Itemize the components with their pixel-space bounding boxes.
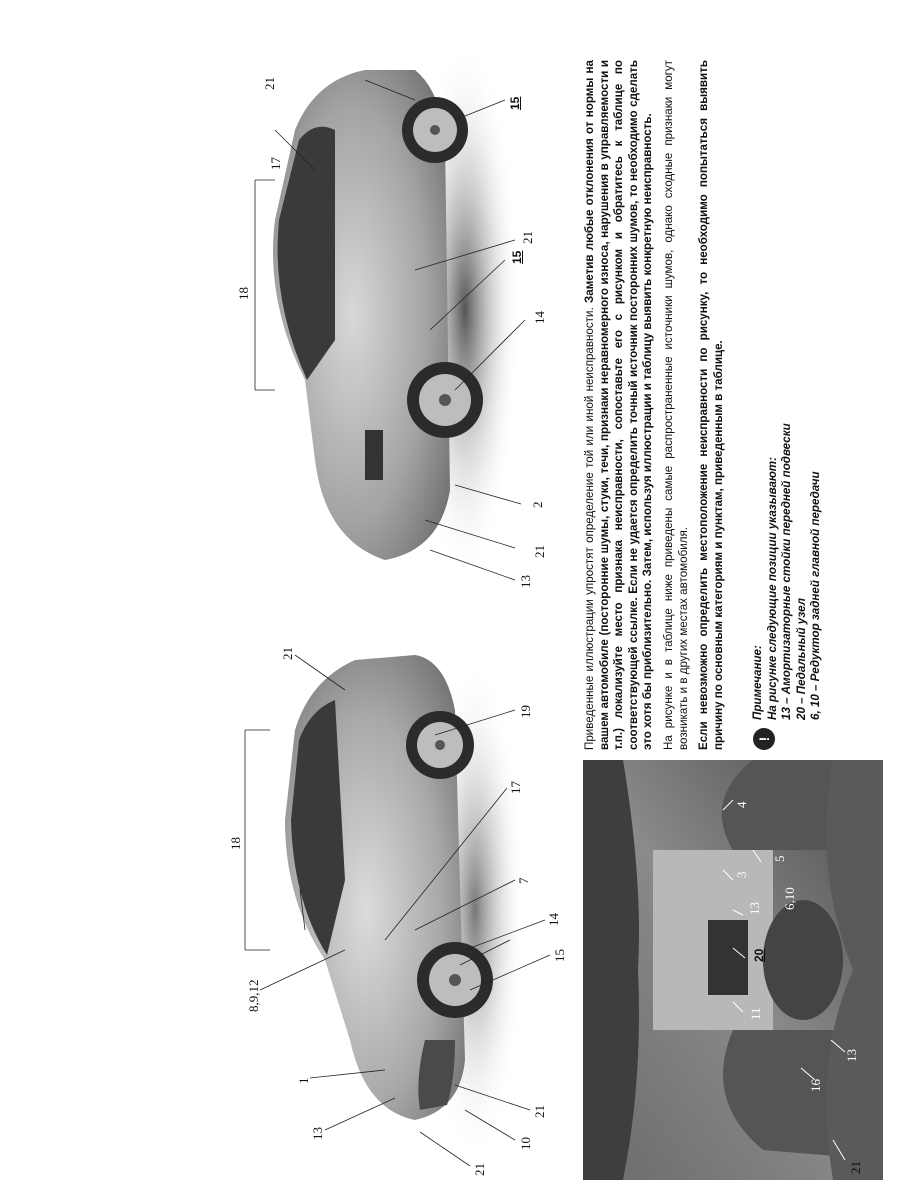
label-front-10: 10 (518, 1137, 533, 1150)
label-interior-11: 11 (748, 1007, 763, 1020)
label-rear-21b: 21 (520, 231, 535, 244)
label-front-15: 15 (552, 949, 567, 962)
label-interior-6-10: 6,10 (782, 887, 797, 910)
label-front-17: 17 (508, 781, 523, 794)
label-front-21a: 21 (472, 1163, 487, 1176)
label-interior-3: 3 (734, 871, 749, 878)
rear-car-illustration (215, 40, 580, 600)
label-front-18: 18 (228, 837, 243, 850)
label-front-8-9-12: 8,9,12 (246, 979, 261, 1012)
paragraph-2-normal: На рисунке и в таблице ниже приведены самые распространенные источники шумов, однако сходные признаки могут возникать и в других местах автомобиля. (661, 60, 690, 750)
note-item-1: 13 – Амортизаторные стойки передней подвески (780, 423, 794, 720)
label-interior-5: 5 (772, 855, 787, 862)
label-rear-14: 14 (532, 311, 547, 324)
text-column (583, 60, 883, 750)
paragraph-1-bold: Заметив любые отклонения от нормы на вашем автомобиле (посторонние шумы, стуки, течи, признаки неравномерного износа, нарушения в управляемости и т.п.) локализуйте место признака неисправности, сопоставьте его с рисунком и обратитесь к таблице по соответствующей ссылке. Если не удается определить точный источник посторонних шумов, то необходимо сделать это хотя бы приблизительно. Затем, используя иллюстрации и таблицу выявить конкретную неисправность. (583, 59, 655, 750)
note-block (751, 60, 861, 750)
paragraph-3-bold: Если невозможно определить местоположение неисправности по рисунку, то необходимо попытаться выявить причину по основным категориям и пунктам, приведенным в таблице. (697, 60, 725, 750)
interior-illustration (583, 760, 883, 1180)
label-interior-4: 4 (734, 801, 749, 808)
label-rear-15b: 15 (508, 96, 522, 110)
label-rear-21a: 21 (532, 545, 547, 558)
label-front-13: 13 (310, 1127, 325, 1140)
label-interior-16: 16 (808, 1079, 823, 1092)
note-intro: На рисунке следующие позиции указывают: (765, 457, 779, 720)
warning-icon: ! (753, 728, 775, 750)
label-front-7: 7 (516, 877, 531, 884)
note-lines (751, 423, 824, 720)
front-car-figure (215, 630, 580, 1180)
label-front-14: 14 (546, 913, 561, 926)
label-front-21c: 21 (280, 647, 295, 660)
paragraph-1 (583, 60, 656, 750)
label-rear-17: 17 (268, 157, 283, 170)
label-front-21b: 21 (532, 1105, 547, 1118)
label-rear-13: 13 (518, 575, 533, 588)
note-item-3: 6, 10 – Редуктор задней главной передачи (809, 471, 823, 720)
label-interior-13b: 13 (747, 902, 762, 915)
note-title: Примечание: (751, 645, 764, 720)
rear-car-figure (215, 40, 580, 600)
label-rear-21c: 21 (262, 77, 277, 90)
label-interior-20: 20 (752, 948, 766, 962)
interior-figure (583, 760, 883, 1180)
paragraph-3 (697, 60, 726, 750)
note-item-2: 20 – Педальный узел (794, 598, 808, 720)
paragraph-2 (662, 60, 691, 750)
label-front-1: 1 (296, 1077, 311, 1084)
label-front-19: 19 (518, 705, 533, 718)
label-rear-15a: 15 (510, 250, 524, 264)
label-rear-18: 18 (236, 287, 251, 300)
label-interior-21: 21 (848, 1161, 863, 1174)
paragraph-1-normal: Приведенные иллюстрации упростят определение той или иной неисправности. (583, 303, 596, 750)
label-rear-2: 2 (530, 501, 545, 508)
label-interior-13: 13 (844, 1049, 859, 1062)
